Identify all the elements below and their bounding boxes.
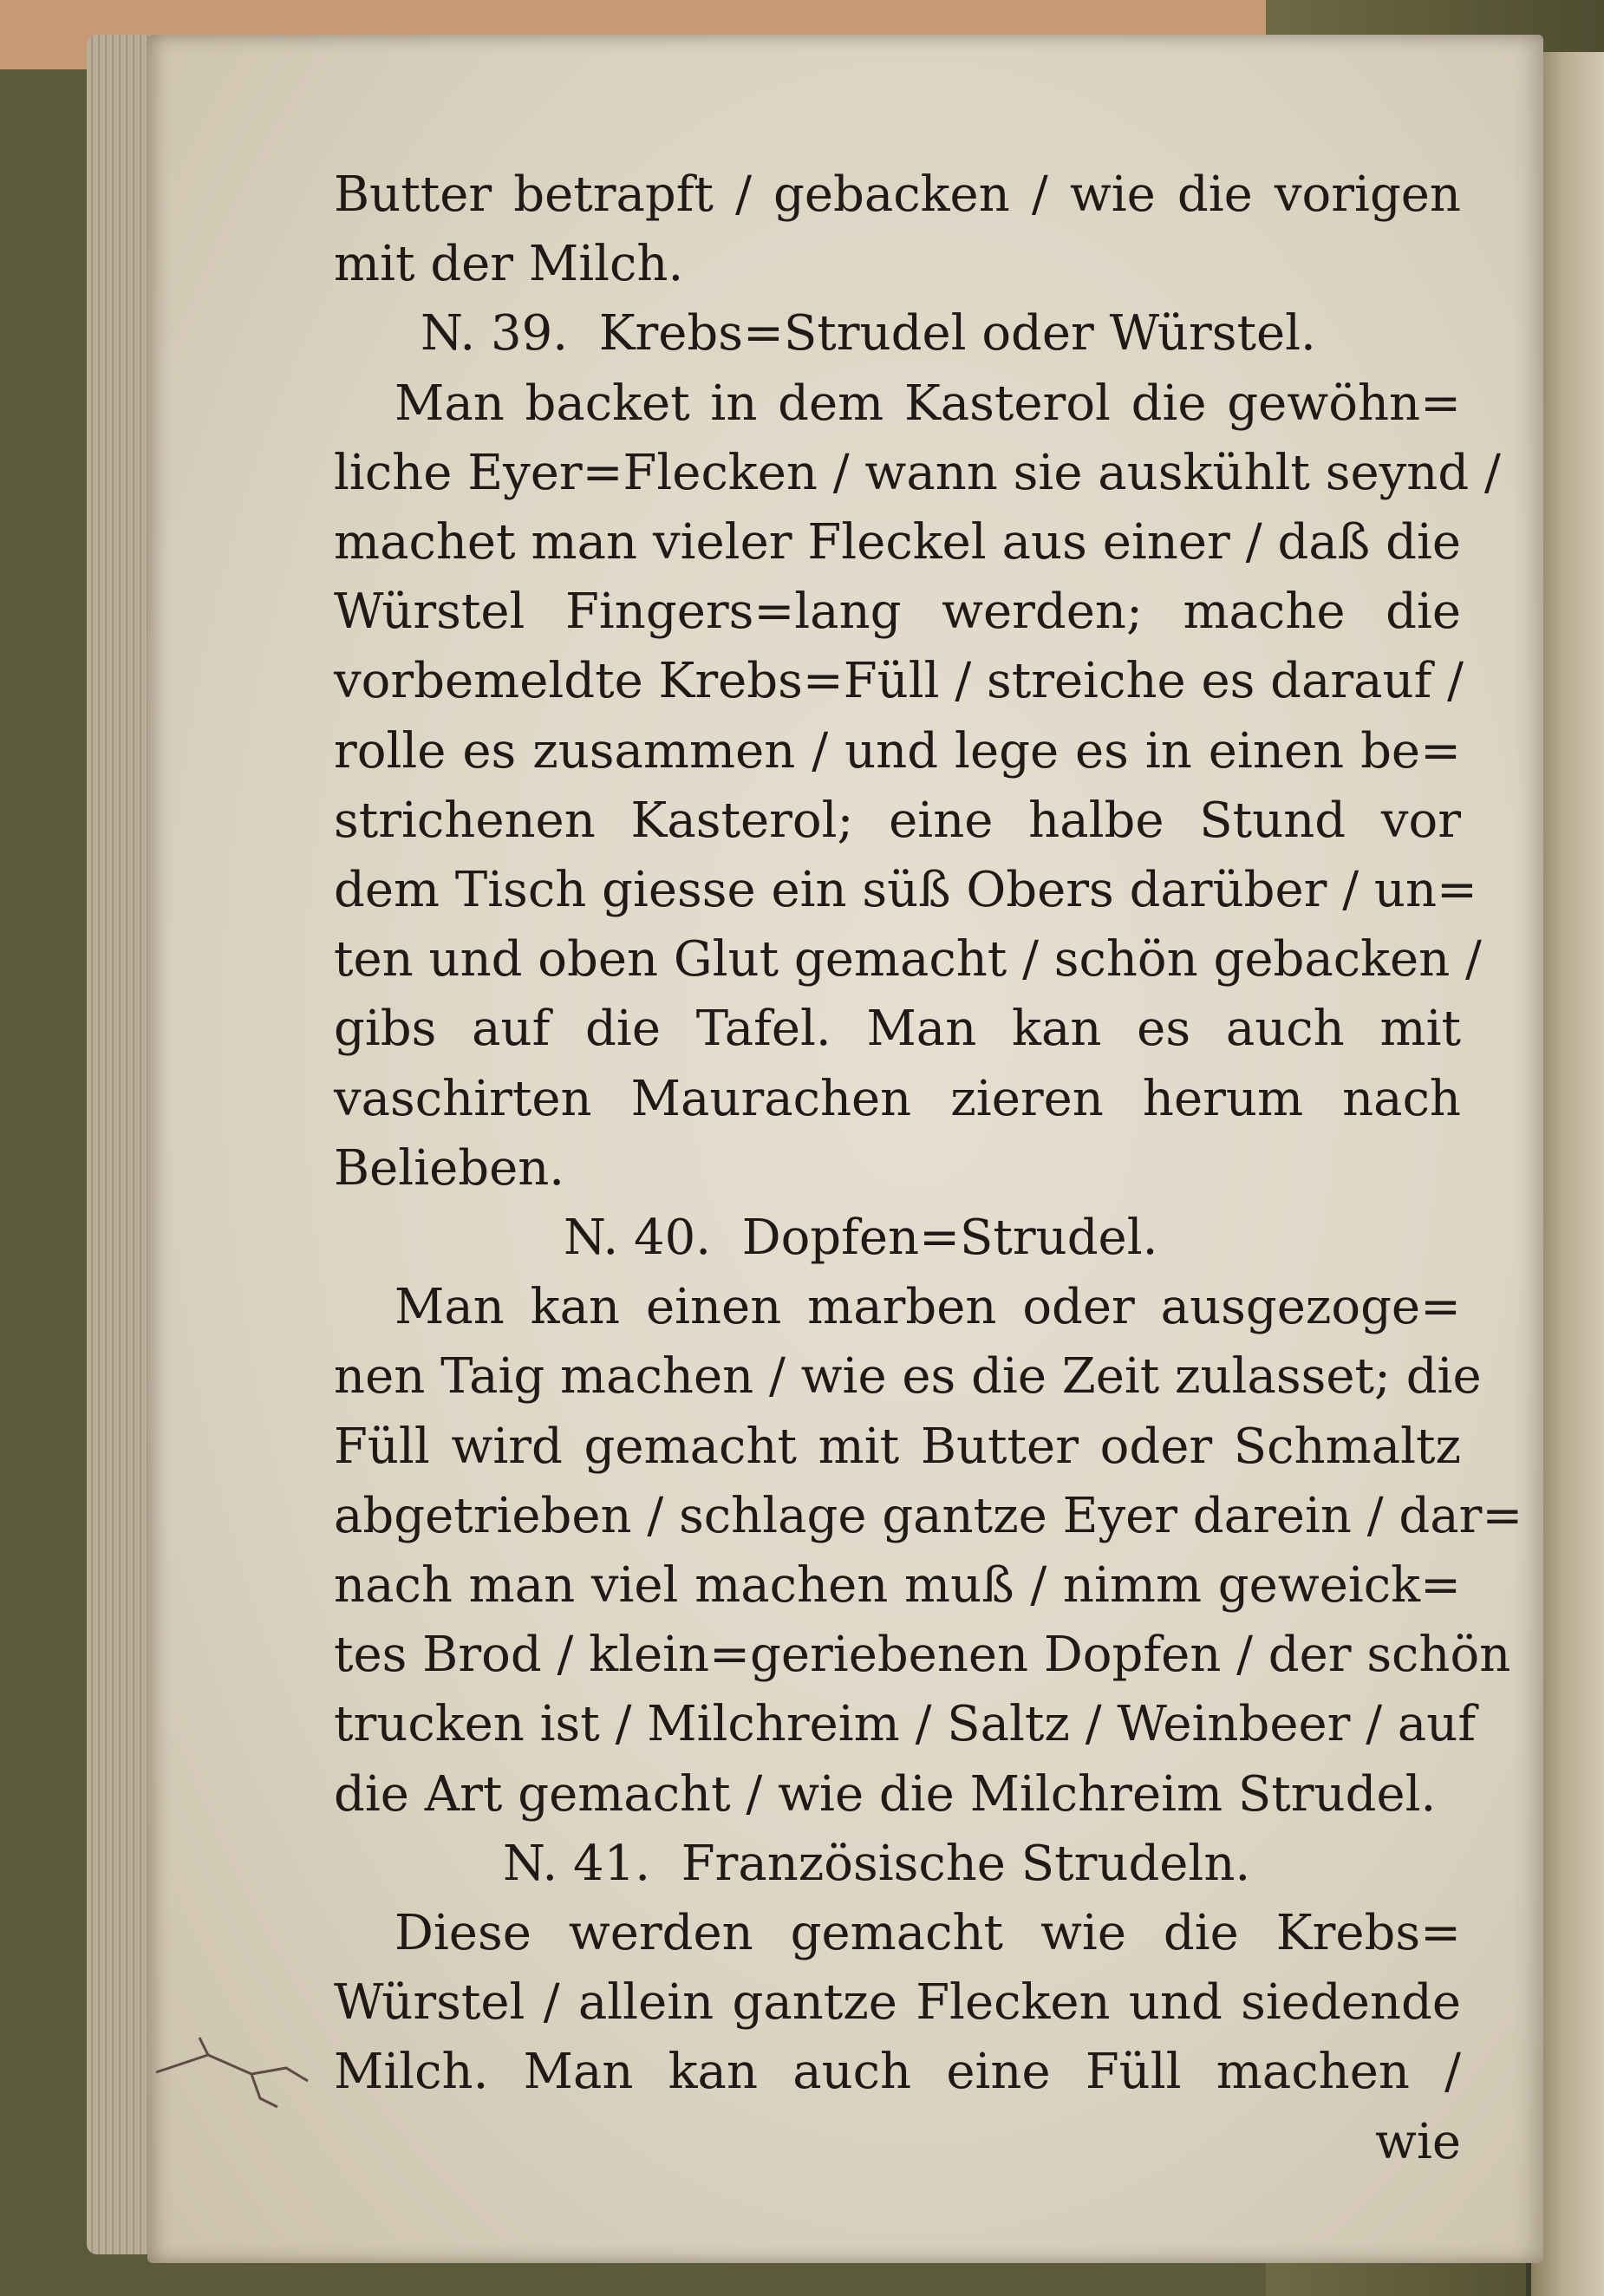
- page-text: [334, 160, 1523, 2177]
- text-line: mit der Milch.: [334, 236, 684, 293]
- text-line: vorbemeldte Krebs=Füll / streiche es darauf /: [334, 653, 1464, 710]
- text-line: rolle es zusammen / und lege es in einen be=: [334, 722, 1461, 779]
- section-number: N. 41.: [503, 1835, 651, 1892]
- text-line: tes Brod / klein=geriebenen Dopfen / der schön: [334, 1627, 1511, 1684]
- text-line: Würstel Fingers=lang werden; mache die: [334, 584, 1461, 641]
- text-line: Belieben.: [334, 1139, 565, 1197]
- section-heading-40: [334, 1203, 1461, 1273]
- text-line: Würstel / allein gantze Flecken und siedende: [334, 1974, 1461, 2032]
- text-line: Füll wird gemacht mit Butter oder Schmaltz: [334, 1418, 1461, 1475]
- section-number: N. 40.: [564, 1210, 712, 1267]
- section-title: Dopfen=Strudel.: [741, 1210, 1158, 1267]
- text-line: trucken ist / Milchreim / Saltz / Weinbeer / auf: [334, 1696, 1477, 1753]
- section-heading-39: [334, 299, 1461, 369]
- section-title: Französische Strudeln.: [681, 1835, 1251, 1892]
- text-line: abgetrieben / schlage gantze Eyer darein / dar=: [334, 1487, 1523, 1544]
- ink-scratch-mark: [147, 2020, 321, 2142]
- text-line: machet man vieler Fleckel aus einer / daß die: [334, 514, 1461, 571]
- text-line: Man backet in dem Kasterol die gewöhn=: [394, 375, 1461, 432]
- text-line: vaschirten Maurachen zieren herum nach: [334, 1070, 1461, 1127]
- text-line: dem Tisch giesse ein süß Obers darüber / un=: [334, 862, 1477, 919]
- text-line: gibs auf die Tafel. Man kan es auch mit: [334, 1001, 1461, 1058]
- text-line: nach man viel machen muß / nimm geweick=: [334, 1557, 1461, 1614]
- text-line: Man kan einen marben oder ausgezoge=: [394, 1279, 1461, 1336]
- section-title: Krebs=Strudel oder Würstel.: [598, 305, 1316, 362]
- section-heading-41: [334, 1830, 1461, 1899]
- text-line: die Art gemacht / wie die Milchreim Strudel.: [334, 1765, 1437, 1823]
- text-line: Milch. Man kan auch eine Füll machen /: [334, 2044, 1461, 2101]
- catchword: wie: [1375, 2113, 1461, 2170]
- text-line: ten und oben Glut gemacht / schön gebacken /: [334, 931, 1482, 988]
- text-line: Butter betrapft / gebacken / wie die vorigen: [334, 166, 1461, 223]
- section-number: N. 39.: [421, 305, 569, 362]
- text-line: Diese werden gemacht wie die Krebs=: [394, 1905, 1461, 1962]
- text-line: strichenen Kasterol; eine halbe Stund vor: [334, 792, 1461, 849]
- text-line: liche Eyer=Flecken / wann sie auskühlt seynd /: [334, 444, 1501, 501]
- text-line: nen Taig machen / wie es die Zeit zulasset; die: [334, 1348, 1482, 1406]
